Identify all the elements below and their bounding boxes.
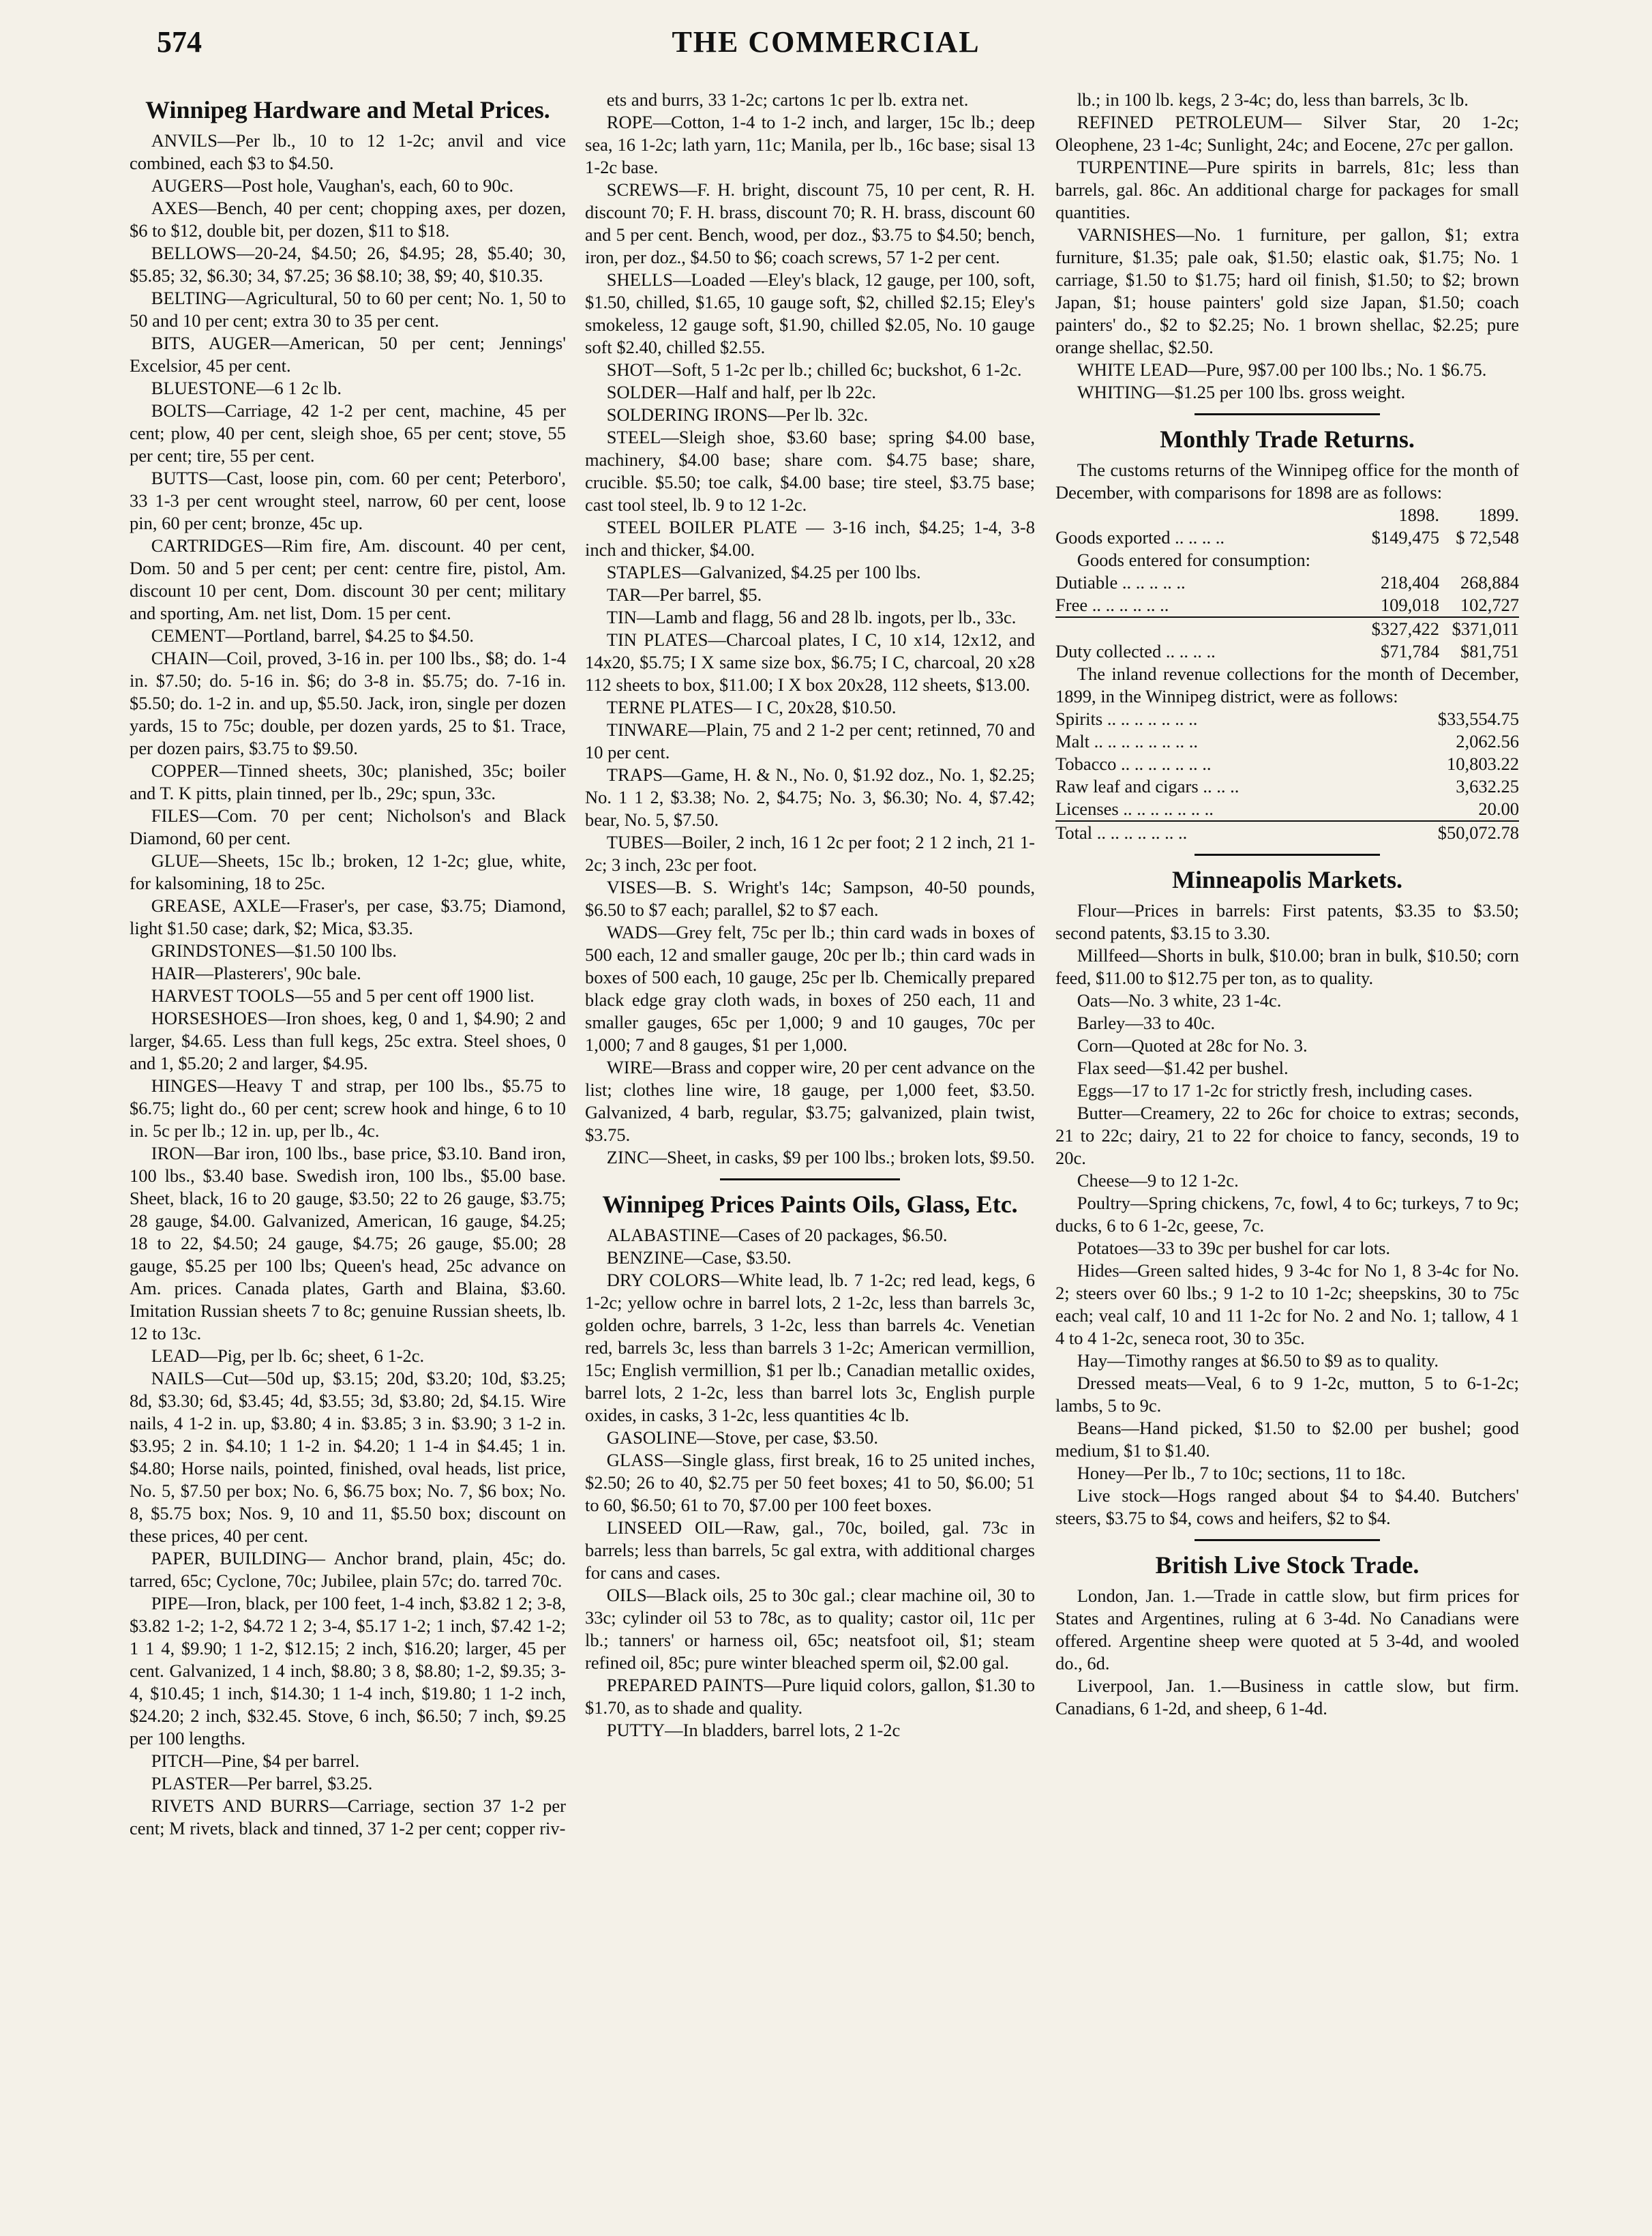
running-head: THE COMMERCIAL — [672, 25, 980, 59]
table-header-row — [1055, 504, 1519, 526]
column-3 — [1055, 89, 1519, 1720]
article-paragraph: CHAIN—Coil, proved, 3-16 in. per 100 lbs., $8; do. 1-4 in. $7.50; do. 5-16 in. $6; do 3-8 in. $5.75; do. 7-16 in. $5.50; do. 1-2 in. and up, $5.50. Jack, iron, single per dozen yards, 15 to 75c; double, per dozen yards, 25 to $1. Trace, per dozen pairs, $3.75 to $9.50. — [130, 648, 566, 758]
article-paragraph: Oats—No. 3 white, 23 1-4c. — [1077, 990, 1282, 1011]
article-paragraph: CARTRIDGES—Rim fire, Am. discount. 40 per cent, Dom. 50 and 5 per cent; per cent: centre fire, pistol, Am. discount 10 per cent, Dom. discount 30 per cent; military and sporting, Am. net list, Dom. 15 per cent. — [130, 535, 566, 623]
year-header: 1898. — [1398, 505, 1439, 525]
article-paragraph: STEEL—Sleigh shoe, $3.60 base; spring $4.00 base, machinery, $4.00 base; share com. $4.75 base; share, crucible. $5.50; toe calk, $4.00 base; tire steel, $3.75 base; cast tool steel, lb. 9 to 12 1-2c. — [585, 427, 1035, 515]
article-paragraph: BELTING—Agricultural, 50 to 60 per cent; No. 1, 50 to 50 and 10 per cent; extra 30 to 35 per cent. — [130, 288, 566, 331]
article-paragraph: RIVETS AND BURRS—Carriage, section 37 1-2 per cent; M rivets, black and tinned, 37 1-2 per cent; copper riv- — [130, 1795, 566, 1838]
article-paragraph: Millfeed—Shorts in bulk, $10.00; bran in bulk, $10.50; corn feed, $11.00 to $12.75 per ton, as to quality. — [1055, 945, 1519, 988]
article-paragraph: PITCH—Pine, $4 per barrel. — [151, 1750, 360, 1771]
article-paragraph: TINWARE—Plain, 75 and 2 1-2 per cent; retinned, 70 and 10 per cent. — [585, 719, 1035, 762]
year-header: 1899. — [1478, 505, 1519, 525]
article-paragraph: Hay—Timothy ranges at $6.50 to $9 as to quality. — [1077, 1350, 1439, 1371]
table-row: Raw leaf and cigars .. .. .. 3,632.25 — [1055, 776, 1519, 796]
table-row: Malt .. .. .. .. .. .. .. .. 2,062.56 — [1055, 731, 1519, 751]
article-paragraph: SCREWS—F. H. bright, discount 75, 10 per cent, R. H. discount 70; F. H. brass, discount 70; R. H. brass, discount 60 and 5 per cent. Bench, wood, per doz., $3.75 to $4.50; bench, iron, per doz., $4.50 to $6; coach screws, 57 1-2 per cent. — [585, 179, 1035, 267]
article-paragraph: GLASS—Single glass, first break, 16 to 25 united inches, $2.50; 26 to 40, $2.75 per 50 feet boxes; 41 to 50, $6.00; 51 to 60, $6.50; 61 to 70, $7.00 per 100 feet boxes. — [585, 1450, 1035, 1515]
article-paragraph: WIRE—Brass and copper wire, 20 per cent advance on the list; clothes line wire, 18 gauge, per 1,000 feet, $3.50. Galvanized, 4 barb, regular, $3.75; galvanized, plain twist, $3.75. — [585, 1057, 1035, 1145]
article-paragraph: TERNE PLATES— I C, 20x28, $10.50. — [606, 697, 897, 717]
article-paragraph: Potatoes—33 to 39c per bushel for car lots. — [1077, 1238, 1391, 1258]
article-paragraph: Eggs—17 to 17 1-2c for strictly fresh, including cases. — [1077, 1080, 1473, 1101]
article-paragraph: GREASE, AXLE—Fraser's, per case, $3.75; Diamond, light $1.50 case; dark, $2; Mica, $3.35. — [130, 895, 566, 938]
article-paragraph: TURPENTINE—Pure spirits in barrels, 81c; less than barrels, gal. 86c. An additional charge for packages for small quantities. — [1055, 157, 1519, 222]
article-paragraph: PLASTER—Per barrel, $3.25. — [151, 1773, 373, 1793]
article-paragraph: AUGERS—Post hole, Vaughan's, each, 60 to 90c. — [151, 175, 514, 196]
article-paragraph: London, Jan. 1.—Trade in cattle slow, but firm prices for States and Argentines, ruling at 6 3-4d. No Canadians were offered. Argentine sheep were quoted at 5 3-4d, and wooled do., 6d. — [1055, 1585, 1519, 1673]
article-paragraph: NAILS—Cut—50d up, $3.15; 20d, $3.20; 10d, $3.25; 8d, $3.30; 6d, $3.45; 4d, $3.55; 3d, $3.80; 2d, $4.15. Wire nails, 4 1-2 in. up, $3.80; 4 in. $3.85; 3 in. $3.90; 3 1-2 in. $3.95; 2 in. $4.10; 1 1-2 in. $4.20; 1 1-4 in $4.45; 1 in. $4.80; Horse nails, pointed, finished, oval heads, list price, No. 5, $7.50 per box; No. 6, $6.75 box; No. 7, $6 box; No. 8, $5.75 box; Nos. 9, 10 and 11, $5.50 box; discount on these prices, 40 per cent. — [130, 1368, 566, 1546]
article-paragraph: PIPE—Iron, black, per 100 feet, 1-4 inch, $3.82 1 2; 3-8, $3.82 1-2; 1-2, $4.72 1 2; 3-4, $5.17 1-2; 1 inch, $7.42 1-2; 1 1 4, $9.90; 1 1-2, $12.15; 2 inch, $16.20; larger, 45 per cent. Galvanized, 1 4 inch, $8.80; 3 8, $8.80; 1-2, $9.35; 3-4, $10.45; 1 inch, $14.30; 1 1-4 inch, $19.80; 1 1-2 inch, $24.20; 2 inch, $32.45. Stove, 6 inch, $6.50; 7 inch, $9.25 per 100 lengths. — [130, 1593, 566, 1748]
article-paragraph: Beans—Hand picked, $1.50 to $2.00 per bushel; good medium, $1 to $1.40. — [1055, 1418, 1519, 1461]
article-paragraph: BLUESTONE—6 1 2c lb. — [151, 378, 342, 398]
table-total-row: Total .. .. .. .. .. .. .. $50,072.78 — [1055, 822, 1519, 843]
article-paragraph: IRON—Bar iron, 100 lbs., base price, $3.10. Band iron, 100 lbs., $3.40 base. Swedish iron, 100 lbs., $5.00 base. Sheet, black, 16 to 20 gauge, $3.50; 22 to 26 gauge, $3.75; 28 gauge, $4.00. Galvanized, American, 16 gauge, $4.25; 18 to 22, $4.50; 24 gauge, $4.75; 26 gauge, $5.00; 28 gauge, $5.25 per 100 lbs; Queen's head, 25c advance on Am. prices. Canada plates, Garth and Blaina, $3.60. Imitation Russian sheets 7 to 8c; genuine Russian sheets, lb. 12 to 13c. — [130, 1143, 566, 1343]
customs-returns-table — [1055, 504, 1519, 663]
article-paragraph: BENZINE—Case, $3.50. — [606, 1247, 792, 1268]
article-paragraph: GRINDSTONES—$1.50 100 lbs. — [151, 940, 397, 961]
article-paragraph: Liverpool, Jan. 1.—Business in cattle slow, but firm. Canadians, 6 1-2d, and sheep, 6 1-4d. — [1055, 1675, 1519, 1718]
article-paragraph: Live stock—Hogs ranged about $4 to $4.40. Butchers' steers, $3.75 to $4, cows and heifers, $2 to $4. — [1055, 1485, 1519, 1528]
article-paragraph: Cheese—9 to 12 1-2c. — [1077, 1170, 1239, 1191]
section-title-hardware: Winnipeg Hardware and Metal Prices. — [145, 96, 550, 123]
article-paragraph: TRAPS—Game, H. & N., No. 0, $1.92 doz., No. 1, $2.25; No. 1 1 2, $3.38; No. 2, $4.75; No. 3, $6.30; No. 4, $7.42; bear, No. 5, $7.50. — [585, 764, 1035, 830]
page-number: 574 — [157, 25, 202, 59]
article-paragraph: LINSEED OIL—Raw, gal., 70c, boiled, gal. 73c in barrels; less than barrels, 5c gal extra, with additional charges for cans and cases. — [585, 1517, 1035, 1583]
section-title-paints: Winnipeg Prices Paints Oils, Glass, Etc. — [602, 1191, 1018, 1218]
article-paragraph: HORSESHOES—Iron shoes, keg, 0 and 1, $4.90; 2 and larger, $4.65. Less than full kegs, 25c extra. Steel shoes, 0 and 1, $5.20; 2 and larger, $4.95. — [130, 1008, 566, 1073]
table-row: Goods entered for consumption: — [1077, 550, 1311, 570]
article-paragraph: VARNISHES—No. 1 furniture, per gallon, $1; extra furniture, $1.35; pale oak, $1.50; elastic oak, $1.75; No. 1 carriage, $1.50 to $1.75; hard oil finish, $1.50; to $2; brown Japan, $1; house painters' gold size Japan, $1.50; coach painters' do., $2 to $2.25; No. 1 brown shellac, $2.25; pure orange shellac, $2.50. — [1055, 224, 1519, 357]
article-paragraph: HINGES—Heavy T and strap, per 100 lbs., $5.75 to $6.75; light do., 60 per cent; screw hook and hinge, 6 to 10 in. 5c per lb.; 12 in. up, per lb., 4c. — [130, 1075, 566, 1141]
article-paragraph: STEEL BOILER PLATE — 3-16 inch, $4.25; 1-4, 3-8 inch and thicker, $4.00. — [585, 517, 1035, 560]
article-paragraph: The customs returns of the Winnipeg office for the month of December, with comparisons for 1898 are as follows: — [1055, 460, 1519, 503]
article-paragraph: LEAD—Pig, per lb. 6c; sheet, 6 1-2c. — [151, 1345, 425, 1366]
article-paragraph: COPPER—Tinned sheets, 30c; planished, 35c; boiler and T. K pitts, plain tinned, per lb., 29c; spun, 33c. — [130, 760, 566, 803]
article-paragraph: BOLTS—Carriage, 42 1-2 per cent, machine, 45 per cent; plow, 40 per cent, sleigh shoe, 65 per cent; stove, 55 per cent; tire, 55 per cent. — [130, 400, 566, 466]
article-paragraph: Flour—Prices in barrels: First patents, $3.35 to $3.50; second patents, $3.15 to 3.30. — [1055, 900, 1519, 943]
article-paragraph: ROPE—Cotton, 1-4 to 1-2 inch, and larger, 15c lb.; deep sea, 16 1-2c; lath yarn, 11c; Manila, per lb., 16c base; sisal 13 1-2c base. — [585, 112, 1035, 177]
article-paragraph: SHELLS—Loaded —Eley's black, 12 gauge, per 100, soft, $1.50, chilled, $1.65, 10 gauge soft, $2, chilled $2.15; Eley's smokeless, 12 gauge soft, $1.90, chilled $2.05, No. 10 gauge soft $2.40, chilled $2.55. — [585, 269, 1035, 357]
table-row: Licenses .. .. .. .. .. .. .. 20.00 — [1055, 799, 1519, 819]
article-paragraph: BITS, AUGER—American, 50 per cent; Jennings' Excelsior, 45 per cent. — [130, 333, 566, 376]
article-paragraph: GASOLINE—Stove, per case, $3.50. — [606, 1427, 878, 1448]
inland-revenue-table — [1055, 708, 1519, 844]
section-title-trade-returns: Monthly Trade Returns. — [1160, 426, 1415, 453]
page-header — [0, 25, 1652, 65]
article-paragraph: SOLDER—Half and half, per lb 22c. — [606, 382, 876, 402]
article-paragraph: PAPER, BUILDING— Anchor brand, plain, 45c; do. tarred, 65c; Cyclone, 70c; Jubilee, plain 57c; do. tarred 70c. — [130, 1548, 566, 1591]
section-divider — [1195, 413, 1380, 415]
table-total-row: $327,422 $371,011 — [1055, 617, 1519, 640]
article-paragraph: REFINED PETROLEUM— Silver Star, 20 1-2c; Oleophene, 23 1-4c; Sunlight, 24c; and Eocene, 27c per gallon. — [1055, 112, 1519, 155]
article-paragraph: Corn—Quoted at 28c for No. 3. — [1077, 1035, 1308, 1056]
article-paragraph: CEMENT—Portland, barrel, $4.25 to $4.50. — [151, 625, 475, 646]
article-paragraph: BELLOWS—20-24, $4.50; 26, $4.95; 28, $5.40; 30, $5.85; 32, $6.30; 34, $7.25; 36 $8.10; 38, $9; 40, $10.35. — [130, 243, 566, 286]
article-paragraph: ANVILS—Per lb., 10 to 12 1-2c; anvil and vice combined, each $3 to $4.50. — [130, 130, 566, 173]
article-paragraph: PREPARED PAINTS—Pure liquid colors, gallon, $1.30 to $1.70, as to shade and quality. — [585, 1675, 1035, 1718]
column-1 — [130, 89, 566, 1840]
article-paragraph: WHITE LEAD—Pure, 9$7.00 per 100 lbs.; No. 1 $6.75. — [1077, 359, 1487, 380]
article-paragraph: SHOT—Soft, 5 1-2c per lb.; chilled 6c; buckshot, 6 1-2c. — [606, 359, 1022, 380]
article-paragraph: AXES—Bench, 40 per cent; chopping axes, per dozen, $6 to $12, double bit, per dozen, $11 to $18. — [130, 198, 566, 241]
article-paragraph: The inland revenue collections for the month of December, 1899, in the Winnipeg district, were as follows: — [1055, 664, 1519, 706]
article-paragraph: TIN PLATES—Charcoal plates, I C, 10 x14, 12x12, and 14x20, $5.75; I X same size box, $6.75; I C, charcoal, 20 x28 112 sheets to box, $11.00; I X box 20x28, 112 sheets, $13.00. — [585, 629, 1035, 695]
article-paragraph: Honey—Per lb., 7 to 10c; sections, 11 to 18c. — [1077, 1463, 1406, 1483]
article-paragraph: TAR—Per barrel, $5. — [606, 584, 762, 605]
article-paragraph: HARVEST TOOLS—55 and 5 per cent off 1900 list. — [151, 985, 535, 1006]
section-title-minneapolis: Minneapolis Markets. — [1172, 866, 1402, 893]
table-row: Duty collected .. .. .. .. $71,784 $81,751 — [1055, 641, 1519, 661]
article-paragraph: BUTTS—Cast, loose pin, com. 60 per cent; Peterboro', 33 1-3 per cent wrought steel, narrow, 60 per cent, loose pin, 60 per cent; bronze, 45c up. — [130, 468, 566, 533]
article-paragraph: Butter—Creamery, 22 to 26c for choice to extras; seconds, 21 to 22c; dairy, 21 to 22 for choice to fancy, seconds, 19 to 20c. — [1055, 1103, 1519, 1168]
table-row: Dutiable .. .. .. .. .. 218,404 268,884 — [1055, 572, 1519, 593]
section-divider — [1195, 854, 1380, 856]
article-paragraph: lb.; in 100 lb. kegs, 2 3-4c; do, less than barrels, 3c lb. — [1077, 89, 1469, 110]
column-2 — [585, 89, 1035, 1742]
table-row: Spirits .. .. .. .. .. .. .. $33,554.75 — [1055, 709, 1519, 729]
article-paragraph: PUTTY—In bladders, barrel lots, 2 1-2c — [606, 1720, 901, 1740]
article-paragraph: Barley—33 to 40c. — [1077, 1013, 1216, 1033]
table-row: Goods exported .. .. .. .. $149,475 $ 72,548 — [1055, 527, 1519, 548]
section-title-british-live-stock: British Live Stock Trade. — [1155, 1551, 1420, 1579]
article-paragraph: WADS—Grey felt, 75c per lb.; thin card wads in boxes of 500 each, 12 and smaller gauge, 20c per lb.; thin card wads in boxes of 500 each, 10 gauge, 25c per lb. Chemically prepared black edge gray cloth wads, in boxes of 250 each, 11 and smaller gauges, 65c per 1,000; 9 and 10 gauges, 70c per 1,000; 7 and 8 gauges, $1 per 1,000. — [585, 922, 1035, 1055]
article-paragraph: STAPLES—Galvanized, $4.25 per 100 lbs. — [606, 562, 921, 582]
article-paragraph: GLUE—Sheets, 15c lb.; broken, 12 1-2c; glue, white, for kalsomining, 18 to 25c. — [130, 850, 566, 893]
table-row: Free .. .. .. .. .. .. 109,018 102,727 — [1055, 595, 1519, 615]
article-paragraph: Hides—Green salted hides, 9 3-4c for No 1, 8 3-4c for No. 2; steers over 60 lbs.; 9 1-2 to 10 1-2c; sheepskins, 30 to 75c each; veal calf, 10 and 11 1-2c for No. 2 and No. 1; tallow, 4 1 4 to 4 1-2c, seneca root, 30 to 35c. — [1055, 1260, 1519, 1348]
article-paragraph: VISES—B. S. Wright's 14c; Sampson, 40-50 pounds, $6.50 to $7 each; parallel, $2 to $7 each. — [585, 877, 1035, 920]
article-paragraph: TUBES—Boiler, 2 inch, 16 1 2c per foot; 2 1 2 inch, 21 1-2c; 3 inch, 23c per foot. — [585, 832, 1035, 875]
article-paragraph: Dressed meats—Veal, 6 to 9 1-2c, mutton, 5 to 6-1-2c; lambs, 5 to 9c. — [1055, 1373, 1519, 1416]
article-paragraph: TIN—Lamb and flagg, 56 and 28 lb. ingots, per lb., 33c. — [606, 607, 1017, 627]
article-paragraph: ets and burrs, 33 1-2c; cartons 1c per lb. extra net. — [606, 89, 969, 110]
table-row: Tobacco .. .. .. .. .. .. .. 10,803.22 — [1055, 754, 1519, 774]
article-paragraph: DRY COLORS—White lead, lb. 7 1-2c; red lead, kegs, 6 1-2c; yellow ochre in barrel lots, 2 1-2c, less than barrels 3c, golden ochre, barrels, 3 1-2c, less than barrels 4c. Venetian red, barrels 3c, less than barrels 3 1-2c; American vermillion, 15c; English vermillion, $1 per lb.; Canadian metallic oxides, barrel lots, 2 1-2c, less than barrel lots 3c, English purple oxides, in casks, 3 1-2c, less quantities 4c lb. — [585, 1270, 1035, 1425]
article-paragraph: ALABASTINE—Cases of 20 packages, $6.50. — [606, 1225, 948, 1245]
article-paragraph: WHITING—$1.25 per 100 lbs. gross weight. — [1077, 382, 1406, 402]
article-paragraph: ZINC—Sheet, in casks, $9 per 100 lbs.; broken lots, $9.50. — [606, 1147, 1035, 1167]
section-divider — [1195, 1539, 1380, 1541]
article-paragraph: Flax seed—$1.42 per bushel. — [1077, 1058, 1289, 1078]
article-paragraph: HAIR—Plasterers', 90c bale. — [151, 963, 361, 983]
section-divider — [720, 1178, 900, 1180]
article-paragraph: OILS—Black oils, 25 to 30c gal.; clear machine oil, 30 to 33c; cylinder oil 53 to 78c, as to quality; castor oil, 11c per lb.; tanners' or harness oil, 65c; neatsfoot oil, $1; steam refined oil, 85c; pure winter bleached sperm oil, $2.00 gal. — [585, 1585, 1035, 1673]
article-paragraph: FILES—Com. 70 per cent; Nicholson's and Black Diamond, 60 per cent. — [130, 805, 566, 848]
article-paragraph: Poultry—Spring chickens, 7c, fowl, 4 to 6c; turkeys, 7 to 9c; ducks, 6 to 6 1-2c, geese, 7c. — [1055, 1193, 1519, 1236]
article-paragraph: SOLDERING IRONS—Per lb. 32c. — [606, 404, 869, 425]
